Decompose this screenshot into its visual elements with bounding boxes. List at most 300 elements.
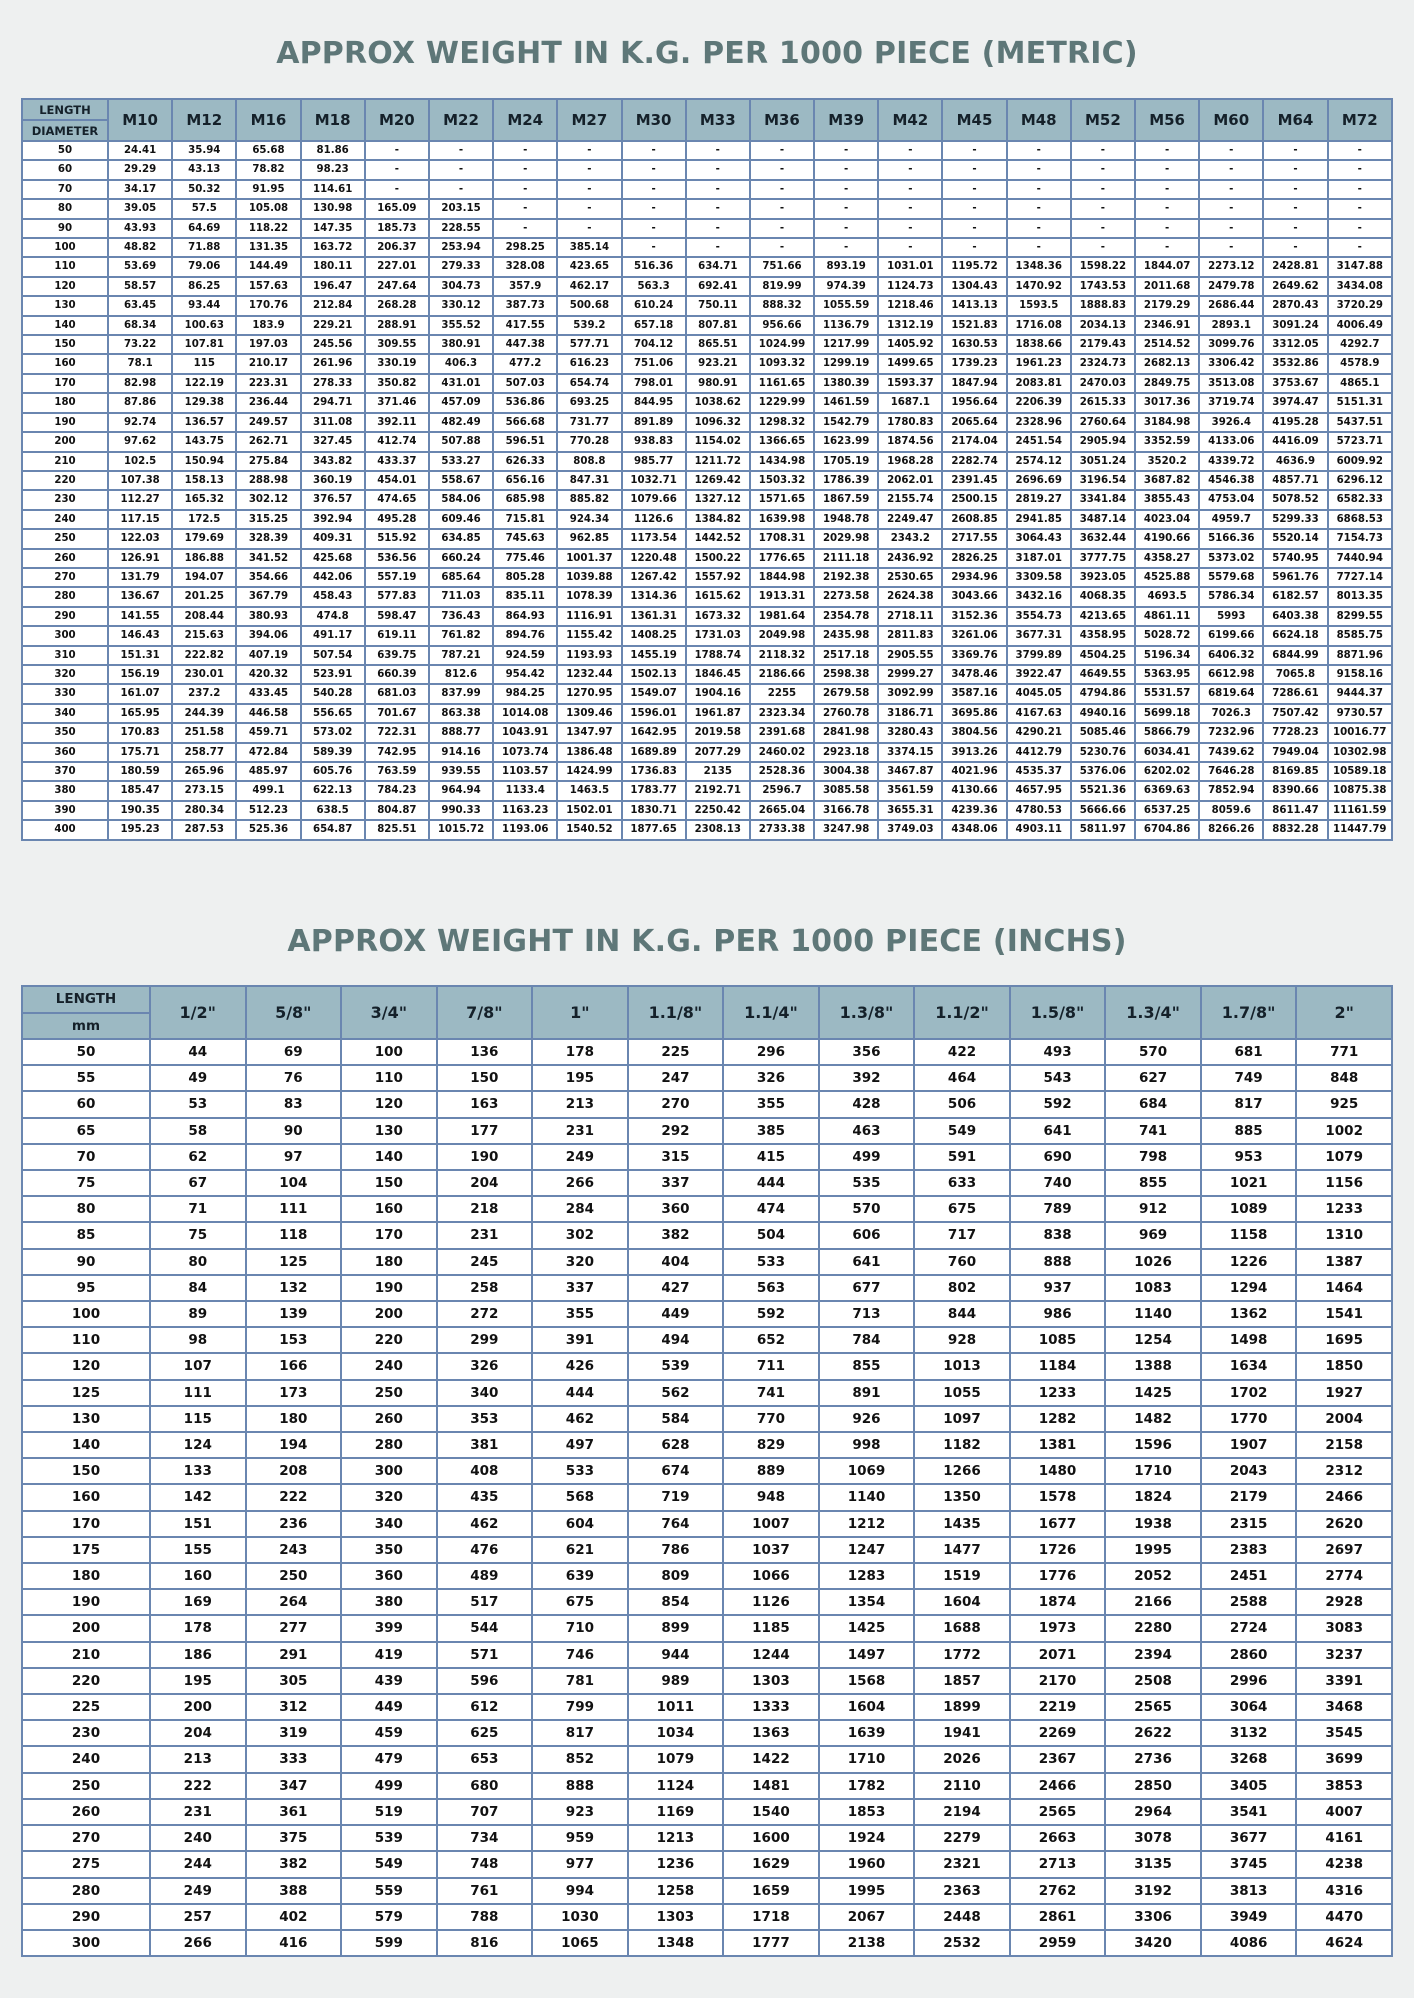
weight-cell: 2367: [1011, 1747, 1105, 1771]
table-row: [23, 627, 1391, 644]
weight-cell: 657.18: [623, 317, 685, 334]
row-length-cell: 250: [23, 1774, 149, 1798]
table-row: [23, 724, 1391, 741]
table-row: [23, 1695, 1391, 1719]
table-row: [23, 1852, 1391, 1876]
weight-cell: 1024.99: [751, 336, 813, 353]
weight-cell: 203.15: [430, 200, 492, 217]
table-row: [23, 1459, 1391, 1483]
weight-cell: 204: [438, 1171, 532, 1195]
table-row: [23, 782, 1391, 799]
weight-cell: 71.88: [173, 239, 235, 256]
weight-cell: 2588: [1202, 1590, 1296, 1614]
weight-cell: 2849.75: [1136, 375, 1198, 392]
weight-cell: -: [815, 200, 877, 217]
weight-cell: 559: [342, 1879, 436, 1903]
weight-cell: 2686.44: [1200, 297, 1262, 314]
weight-cell: 404: [629, 1250, 723, 1274]
weight-cell: 1304.43: [943, 278, 1005, 295]
table-row: [23, 1354, 1391, 1378]
weight-cell: 24.41: [109, 142, 171, 159]
row-length-cell: 100: [23, 1302, 149, 1326]
table-row: [23, 1721, 1391, 1745]
inch-table-title: APPROX WEIGHT IN K.G. PER 1000 PIECE (INCHS): [287, 924, 1127, 959]
weight-cell: 1002: [1297, 1119, 1391, 1143]
weight-cell: 1578: [1011, 1485, 1105, 1509]
weight-cell: 1310: [1297, 1223, 1391, 1247]
table-row: [23, 1171, 1391, 1195]
weight-cell: 639.75: [366, 647, 428, 664]
weight-cell: 690: [1011, 1145, 1105, 1169]
weight-cell: 9158.16: [1329, 666, 1391, 683]
weight-cell: 1598.22: [1072, 258, 1134, 275]
weight-cell: 863.38: [430, 705, 492, 722]
weight-cell: -: [1072, 220, 1134, 237]
table-row: [23, 1092, 1391, 1116]
weight-cell: -: [558, 220, 620, 237]
weight-cell: 2170: [1011, 1669, 1105, 1693]
weight-cell: 4525.88: [1136, 569, 1198, 586]
weight-cell: 110: [342, 1066, 436, 1090]
weight-cell: 3753.67: [1264, 375, 1326, 392]
weight-cell: 7065.8: [1264, 666, 1326, 683]
weight-cell: 734: [438, 1826, 532, 1850]
weight-cell: 3655.31: [879, 802, 941, 819]
weight-cell: 6034.41: [1136, 744, 1198, 761]
weight-cell: 8585.75: [1329, 627, 1391, 644]
weight-cell: 1540: [724, 1800, 818, 1824]
weight-cell: 4167.63: [1008, 705, 1070, 722]
weight-cell: 280: [342, 1433, 436, 1457]
weight-cell: 2466: [1011, 1774, 1105, 1798]
weight-cell: 1038.62: [687, 394, 749, 411]
weight-cell: 571: [438, 1643, 532, 1667]
weight-cell: 838: [1011, 1223, 1105, 1247]
table-row: [23, 1564, 1391, 1588]
weight-cell: 284: [533, 1197, 627, 1221]
weight-cell: -: [430, 142, 492, 159]
weight-cell: 719: [629, 1485, 723, 1509]
row-length-cell: 130: [23, 1407, 149, 1431]
weight-cell: 3132: [1202, 1721, 1296, 1745]
weight-cell: 685.64: [430, 569, 492, 586]
weight-cell: 3078: [1106, 1826, 1200, 1850]
weight-cell: 29.29: [109, 161, 171, 178]
weight-cell: 337: [533, 1276, 627, 1300]
weight-cell: 816: [438, 1931, 532, 1955]
weight-cell: 387.73: [494, 297, 556, 314]
weight-cell: 7439.62: [1200, 744, 1262, 761]
table-row: [23, 744, 1391, 761]
weight-cell: 2428.81: [1264, 258, 1326, 275]
column-header: 1.3/4": [1106, 987, 1200, 1038]
weight-cell: -: [623, 181, 685, 198]
weight-cell: 131.79: [109, 569, 171, 586]
weight-cell: 2717.55: [943, 530, 1005, 547]
weight-cell: 2158: [1297, 1433, 1391, 1457]
weight-cell: 1981.64: [751, 608, 813, 625]
weight-cell: 2448: [915, 1905, 1009, 1929]
weight-cell: -: [879, 181, 941, 198]
weight-cell: 3306.42: [1200, 355, 1262, 372]
weight-cell: -: [687, 161, 749, 178]
row-length-cell: 190: [23, 1590, 149, 1614]
weight-cell: 423.65: [558, 258, 620, 275]
table-row: [23, 433, 1391, 450]
weight-cell: 1386.48: [558, 744, 620, 761]
weight-cell: 944: [629, 1643, 723, 1667]
weight-cell: 1888.83: [1072, 297, 1134, 314]
weight-cell: 150: [342, 1171, 436, 1195]
weight-cell: 356: [820, 1040, 914, 1064]
table-row: [23, 1145, 1391, 1169]
weight-cell: -: [1264, 142, 1326, 159]
weight-cell: 1425: [1106, 1381, 1200, 1405]
weight-cell: 100.63: [173, 317, 235, 334]
weight-cell: 71: [151, 1197, 245, 1221]
weight-cell: 3237: [1297, 1643, 1391, 1667]
weight-cell: 984.25: [494, 685, 556, 702]
weight-cell: 4546.38: [1200, 472, 1262, 489]
weight-cell: 3247.98: [815, 821, 877, 838]
weight-cell: -: [815, 239, 877, 256]
weight-cell: 8390.66: [1264, 782, 1326, 799]
weight-cell: 809: [629, 1564, 723, 1588]
column-header: M64: [1264, 100, 1326, 140]
weight-cell: 2110: [915, 1774, 1009, 1798]
weight-cell: 337: [629, 1171, 723, 1195]
weight-cell: 4504.25: [1072, 647, 1134, 664]
weight-cell: 287.53: [173, 821, 235, 838]
weight-cell: 231: [438, 1223, 532, 1247]
weight-cell: -: [494, 200, 556, 217]
inch-header-row: [23, 987, 1391, 1012]
weight-cell: 210.17: [237, 355, 299, 372]
weight-cell: 507.88: [430, 433, 492, 450]
weight-cell: 577.71: [558, 336, 620, 353]
weight-cell: 1786.39: [815, 472, 877, 489]
weight-cell: 343.82: [302, 453, 364, 470]
weight-cell: 715.81: [494, 511, 556, 528]
table-row: [23, 1931, 1391, 1955]
weight-cell: 1229.99: [751, 394, 813, 411]
weight-cell: 1615.62: [687, 588, 749, 605]
weight-cell: 619.11: [366, 627, 428, 644]
weight-cell: 499: [342, 1774, 436, 1798]
weight-cell: 197.03: [237, 336, 299, 353]
weight-cell: 819.99: [751, 278, 813, 295]
weight-cell: 79.06: [173, 258, 235, 275]
weight-cell: 406.3: [430, 355, 492, 372]
header-mm-label: mm: [23, 1014, 149, 1039]
weight-cell: 4416.09: [1264, 433, 1326, 450]
weight-cell: 2192.38: [815, 569, 877, 586]
weight-cell: 166: [247, 1354, 341, 1378]
weight-cell: 57.5: [173, 200, 235, 217]
weight-cell: 512.23: [237, 802, 299, 819]
weight-cell: 3099.76: [1200, 336, 1262, 353]
weight-cell: 1363: [724, 1721, 818, 1745]
weight-cell: 1169: [629, 1800, 723, 1824]
weight-cell: 577.83: [366, 588, 428, 605]
weight-cell: 3064: [1202, 1695, 1296, 1719]
weight-cell: 3434.08: [1329, 278, 1391, 295]
weight-cell: 294.71: [302, 394, 364, 411]
weight-cell: 2011.68: [1136, 278, 1198, 295]
weight-cell: -: [1136, 200, 1198, 217]
weight-cell: 6704.86: [1136, 821, 1198, 838]
weight-cell: 3853: [1297, 1774, 1391, 1798]
weight-cell: 722.31: [366, 724, 428, 741]
weight-cell: 464: [915, 1066, 1009, 1090]
weight-cell: 680: [438, 1774, 532, 1798]
weight-cell: 472.84: [237, 744, 299, 761]
weight-cell: 1481: [724, 1774, 818, 1798]
table-row: [23, 1328, 1391, 1352]
weight-cell: 1381: [1011, 1433, 1105, 1457]
weight-cell: 742.95: [366, 744, 428, 761]
weight-cell: 2697: [1297, 1538, 1391, 1562]
weight-cell: 476: [438, 1538, 532, 1562]
weight-cell: 419: [342, 1643, 436, 1667]
weight-cell: 320: [342, 1485, 436, 1509]
row-length-cell: 280: [23, 1879, 149, 1903]
weight-cell: 427: [629, 1276, 723, 1300]
weight-cell: 1195.72: [943, 258, 1005, 275]
weight-cell: 382: [247, 1852, 341, 1876]
weight-cell: 928: [915, 1328, 1009, 1352]
weight-cell: 1258: [629, 1879, 723, 1903]
weight-cell: 852: [533, 1747, 627, 1771]
weight-cell: 84: [151, 1276, 245, 1300]
weight-cell: 5811.97: [1072, 821, 1134, 838]
weight-cell: 7154.73: [1329, 530, 1391, 547]
weight-cell: 124: [151, 1433, 245, 1457]
weight-cell: 1039.88: [558, 569, 620, 586]
weight-cell: 1731.03: [687, 627, 749, 644]
row-length-cell: 200: [23, 433, 107, 450]
table-row: [23, 220, 1391, 237]
column-header: M27: [558, 100, 620, 140]
weight-cell: 6296.12: [1329, 472, 1391, 489]
header-length-label: LENGTH: [23, 987, 149, 1012]
weight-cell: 328.39: [237, 530, 299, 547]
weight-cell: 218: [438, 1197, 532, 1221]
weight-cell: 302: [533, 1223, 627, 1247]
weight-cell: -: [815, 142, 877, 159]
weight-cell: 439: [342, 1669, 436, 1693]
weight-cell: 491.17: [302, 627, 364, 644]
weight-cell: 312: [247, 1695, 341, 1719]
weight-cell: 2905.55: [879, 647, 941, 664]
weight-cell: 506: [915, 1092, 1009, 1116]
weight-cell: 200: [342, 1302, 436, 1326]
weight-cell: -: [1136, 161, 1198, 178]
weight-cell: 844: [915, 1302, 1009, 1326]
weight-cell: 1434.98: [751, 453, 813, 470]
weight-cell: -: [1329, 161, 1391, 178]
weight-cell: 1461.59: [815, 394, 877, 411]
weight-cell: 2514.52: [1136, 336, 1198, 353]
weight-cell: -: [1136, 239, 1198, 256]
row-length-cell: 150: [23, 1459, 149, 1483]
weight-cell: 63.45: [109, 297, 171, 314]
weight-cell: 150: [438, 1066, 532, 1090]
weight-cell: 4316: [1297, 1879, 1391, 1903]
weight-cell: 354.66: [237, 569, 299, 586]
weight-cell: 1710: [1106, 1459, 1200, 1483]
weight-cell: 3922.47: [1008, 666, 1070, 683]
weight-cell: 2500.15: [943, 491, 1005, 508]
weight-cell: 2724: [1202, 1616, 1296, 1640]
weight-cell: 3004.38: [815, 763, 877, 780]
weight-cell: 2043: [1202, 1459, 1296, 1483]
weight-cell: 812.6: [430, 666, 492, 683]
weight-cell: -: [1008, 181, 1070, 198]
weight-cell: 674: [629, 1459, 723, 1483]
weight-cell: 1155.42: [558, 627, 620, 644]
weight-cell: 805.28: [494, 569, 556, 586]
weight-cell: 180.59: [109, 763, 171, 780]
column-header: M56: [1136, 100, 1198, 140]
weight-cell: 204: [151, 1721, 245, 1745]
weight-cell: 2622: [1106, 1721, 1200, 1745]
weight-cell: -: [1329, 142, 1391, 159]
weight-cell: 3043.66: [943, 588, 1005, 605]
weight-cell: 1571.65: [751, 491, 813, 508]
table-row: [23, 491, 1391, 508]
weight-cell: 10589.18: [1329, 763, 1391, 780]
weight-cell: 1659: [724, 1879, 818, 1903]
weight-cell: 5866.79: [1136, 724, 1198, 741]
weight-cell: 2029.98: [815, 530, 877, 547]
weight-cell: 786: [629, 1538, 723, 1562]
weight-cell: 250: [342, 1381, 436, 1405]
weight-cell: 262.71: [237, 433, 299, 450]
weight-cell: -: [430, 181, 492, 198]
weight-cell: 462: [533, 1407, 627, 1431]
row-length-cell: 230: [23, 1721, 149, 1745]
row-length-cell: 70: [23, 1145, 149, 1169]
weight-cell: 616.23: [558, 355, 620, 372]
weight-cell: 974.39: [815, 278, 877, 295]
weight-cell: 380.93: [237, 608, 299, 625]
weight-cell: 5740.95: [1264, 550, 1326, 567]
weight-cell: 494: [629, 1328, 723, 1352]
weight-cell: 1408.25: [623, 627, 685, 644]
weight-cell: 399: [342, 1616, 436, 1640]
weight-cell: 499.1: [237, 782, 299, 799]
weight-cell: 173: [247, 1381, 341, 1405]
weight-cell: 1266: [915, 1459, 1009, 1483]
weight-cell: 500.68: [558, 297, 620, 314]
weight-cell: 43.13: [173, 161, 235, 178]
weight-cell: 147.35: [302, 220, 364, 237]
weight-cell: 6403.38: [1264, 608, 1326, 625]
weight-cell: 300: [342, 1459, 436, 1483]
weight-cell: 65.68: [237, 142, 299, 159]
weight-cell: 1136.79: [815, 317, 877, 334]
weight-cell: 291: [247, 1643, 341, 1667]
weight-cell: 388: [247, 1879, 341, 1903]
weight-cell: 751.06: [623, 355, 685, 372]
weight-cell: 536.86: [494, 394, 556, 411]
weight-cell: -: [751, 161, 813, 178]
weight-cell: -: [1264, 239, 1326, 256]
weight-cell: 107: [151, 1354, 245, 1378]
row-length-cell: 60: [23, 1092, 149, 1116]
weight-cell: 1156: [1297, 1171, 1391, 1195]
weight-cell: 1232.44: [558, 666, 620, 683]
weight-cell: 2696.69: [1008, 472, 1070, 489]
weight-cell: 923.21: [687, 355, 749, 372]
weight-cell: 1904.16: [687, 685, 749, 702]
weight-cell: 787.21: [430, 647, 492, 664]
weight-cell: 459: [342, 1721, 436, 1745]
weight-cell: 11161.59: [1329, 802, 1391, 819]
weight-cell: 1502.01: [558, 802, 620, 819]
weight-cell: 1347.97: [558, 724, 620, 741]
weight-cell: 653: [438, 1747, 532, 1771]
weight-cell: 990.33: [430, 802, 492, 819]
weight-cell: 425.68: [302, 550, 364, 567]
weight-cell: 717: [915, 1223, 1009, 1247]
weight-cell: 634.71: [687, 258, 749, 275]
row-length-cell: 290: [23, 608, 107, 625]
weight-cell: 925: [1297, 1092, 1391, 1116]
weight-cell: 1269.42: [687, 472, 749, 489]
weight-cell: 2718.11: [879, 608, 941, 625]
weight-cell: 654.87: [302, 821, 364, 838]
weight-cell: 515.92: [366, 530, 428, 547]
weight-cell: 73.22: [109, 336, 171, 353]
weight-cell: -: [1072, 142, 1134, 159]
weight-cell: 206.37: [366, 239, 428, 256]
weight-cell: 381: [438, 1433, 532, 1457]
weight-cell: 2111.18: [815, 550, 877, 567]
weight-cell: 3341.84: [1072, 491, 1134, 508]
weight-cell: 4133.06: [1200, 433, 1262, 450]
weight-cell: 160: [151, 1564, 245, 1588]
weight-cell: 807.81: [687, 317, 749, 334]
weight-cell: 612: [438, 1695, 532, 1719]
weight-cell: 229.21: [302, 317, 364, 334]
weight-cell: 4045.05: [1008, 685, 1070, 702]
weight-cell: 3092.99: [879, 685, 941, 702]
weight-cell: 1348: [629, 1931, 723, 1955]
table-row: [23, 1381, 1391, 1405]
weight-cell: 2394: [1106, 1643, 1200, 1667]
weight-cell: 6537.25: [1136, 802, 1198, 819]
row-length-cell: 330: [23, 685, 107, 702]
weight-cell: 98.23: [302, 161, 364, 178]
column-header: M22: [430, 100, 492, 140]
weight-cell: 764: [629, 1512, 723, 1536]
weight-cell: 3420: [1106, 1931, 1200, 1955]
weight-cell: 4794.86: [1072, 685, 1134, 702]
weight-cell: 2826.25: [943, 550, 1005, 567]
weight-cell: 2860: [1202, 1643, 1296, 1667]
weight-cell: 178: [151, 1616, 245, 1640]
weight-cell: 3280.43: [879, 724, 941, 741]
weight-cell: 2019.58: [687, 724, 749, 741]
column-header: M60: [1200, 100, 1262, 140]
weight-cell: 58.57: [109, 278, 171, 295]
weight-cell: 681.03: [366, 685, 428, 702]
weight-cell: -: [687, 220, 749, 237]
weight-cell: 1387: [1297, 1250, 1391, 1274]
weight-cell: 58: [151, 1119, 245, 1143]
